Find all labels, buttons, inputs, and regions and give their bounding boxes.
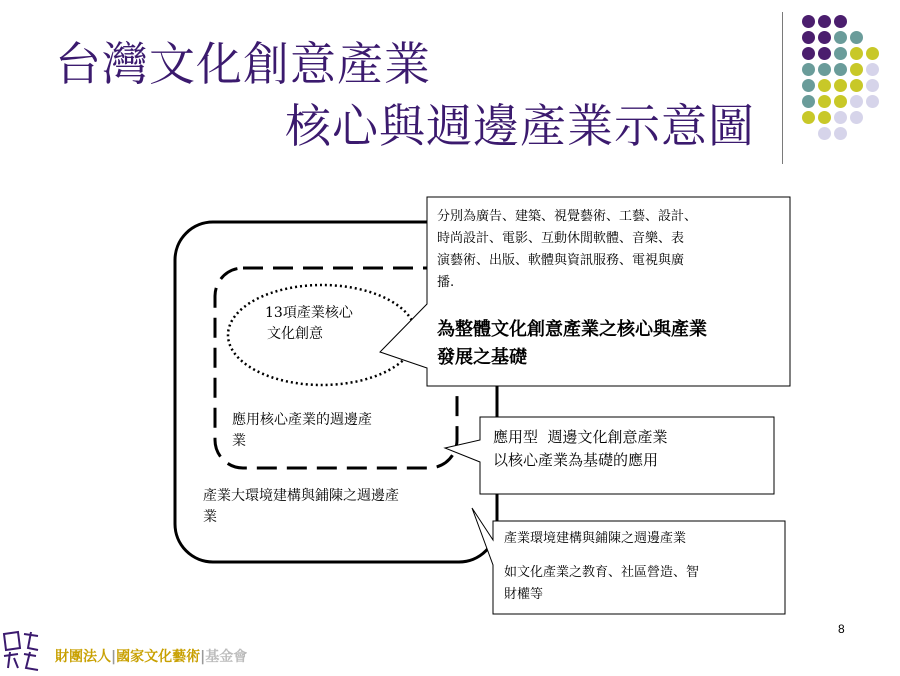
core-label-line-1: 13項產業核心: [265, 305, 353, 321]
outer-label-line-2: 業: [203, 509, 217, 525]
org-logo: [0, 628, 42, 672]
org-name-part-2: 國家文化藝術: [116, 649, 201, 665]
core-label-line-2: 文化創意: [267, 326, 323, 342]
org-divider: |: [200, 649, 206, 665]
callout-middle-text: [493, 426, 668, 472]
callout-top-line-4: 播.: [437, 275, 455, 290]
org-name-part-1: 財團法人: [55, 649, 111, 665]
callout-top-text: [437, 206, 787, 294]
org-name: [55, 646, 247, 666]
callout-middle-line-1: 應用型 週邊文化創意產業: [493, 428, 668, 446]
callout-bottom-line-1: 產業環境建構與鋪陳之週邊產業: [504, 531, 687, 546]
outer-label: [203, 486, 399, 528]
applied-label-line-1: 應用核心產業的週邊產: [232, 412, 372, 428]
org-name-part-3: 基金會: [205, 649, 248, 665]
title-line-1: 台灣文化創意產業: [55, 38, 431, 90]
callout-top-line-1: 分別為廣告、建築、視覺藝術、工藝、設計、: [437, 209, 698, 224]
core-label: [265, 303, 353, 345]
callout-top-line-2: 時尚設計、電影、互動休閒軟體、音樂、表: [437, 231, 685, 246]
callout-top-emphasis: [437, 316, 707, 372]
outer-label-line-1: 產業大環境建構與鋪陳之週邊產: [203, 488, 399, 504]
callout-bottom-line-3: 財權等: [504, 587, 544, 602]
applied-label: [232, 410, 372, 452]
callout-top-emphasis-line-1: 為整體文化創意產業之核心與產業: [437, 319, 707, 340]
callout-top-line-3: 演藝術、出版、軟體與資訊服務、電視與廣: [437, 253, 685, 268]
callout-bottom-text: [504, 528, 699, 606]
org-divider: |: [111, 649, 117, 665]
logo-icon: [0, 628, 42, 672]
page-number: 8: [838, 622, 845, 636]
callout-middle-line-2: 以核心產業為基礎的應用: [493, 451, 659, 469]
callout-top-emphasis-line-2: 發展之基礎: [437, 347, 527, 368]
title-line-2: 核心與週邊產業示意圖: [285, 100, 755, 152]
callout-bottom-spacer: [504, 550, 699, 562]
applied-label-line-2: 業: [232, 433, 246, 449]
callout-bottom-line-2: 如文化產業之教育、社區營造、智: [504, 565, 700, 580]
